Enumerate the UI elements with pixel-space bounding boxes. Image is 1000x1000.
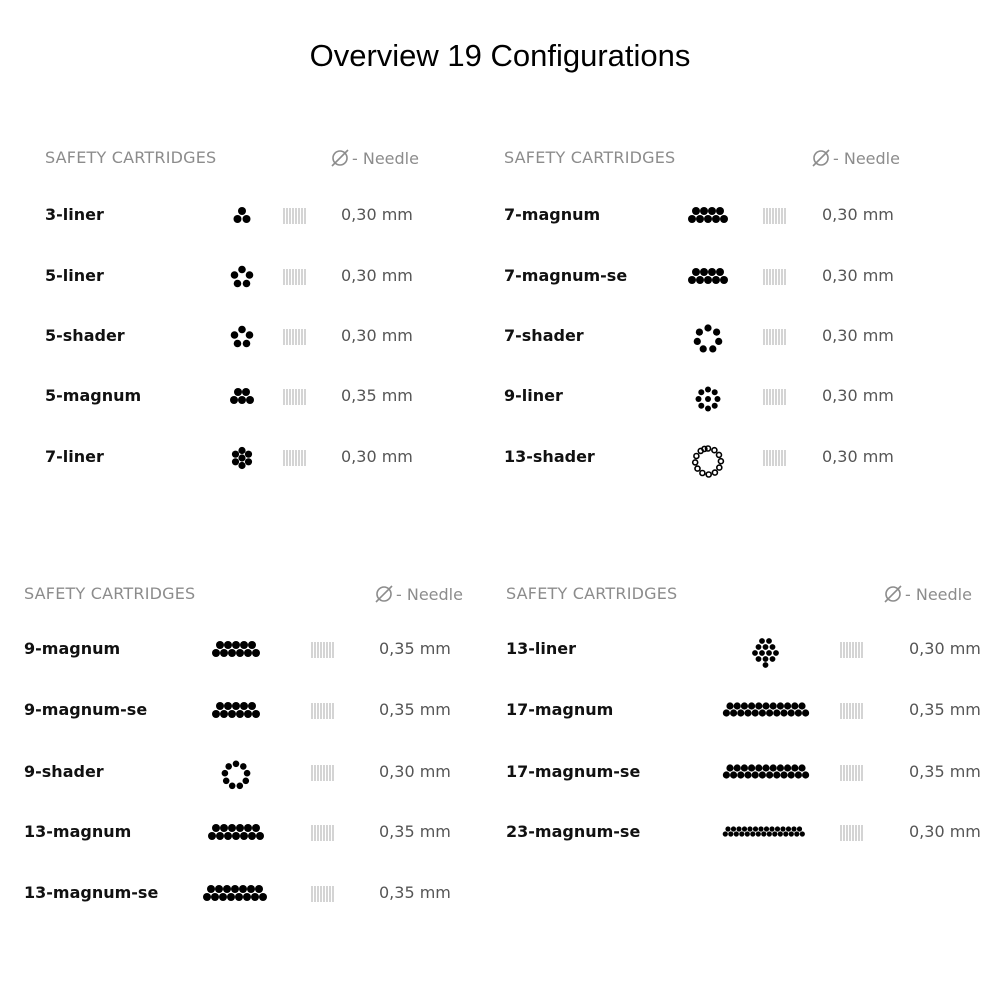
panel-bottom-right (506, 584, 986, 864)
needle-size: 0,30 mm (341, 326, 413, 345)
needle-bars-icon (763, 450, 791, 466)
needle-bars-icon (763, 329, 791, 345)
needle-label: - Needle (833, 149, 900, 168)
needle-bars-icon (840, 642, 868, 658)
7-magnum-se-icon (685, 264, 731, 290)
needle-bars-icon (311, 825, 339, 841)
section-label: SAFETY CARTRIDGES (24, 584, 196, 603)
config-name: 5-shader (45, 326, 125, 345)
panel-header (504, 148, 924, 172)
needle-size: 0,30 mm (909, 639, 981, 658)
diameter-icon (330, 148, 350, 168)
config-name: 13-shader (504, 447, 595, 466)
config-name: 7-magnum (504, 205, 601, 224)
needle-bars-icon (283, 450, 311, 466)
config-name: 7-magnum-se (504, 266, 628, 285)
config-name: 7-shader (504, 326, 584, 345)
needle-bars-icon (311, 642, 339, 658)
config-name: 13-liner (506, 639, 577, 658)
panel-top-left (45, 148, 445, 478)
needle-bars-icon (840, 703, 868, 719)
diameter-icon (811, 148, 831, 168)
section-label: SAFETY CARTRIDGES (504, 148, 676, 167)
needle-bars-icon (763, 269, 791, 285)
needle-bars-icon (311, 703, 339, 719)
needle-bars-icon (311, 765, 339, 781)
needle-size: 0,35 mm (341, 386, 413, 405)
5-shader-icon (222, 324, 262, 350)
needle-bars-icon (283, 389, 311, 405)
needle-size: 0,35 mm (909, 700, 981, 719)
config-name: 23-magnum-se (506, 822, 641, 841)
9-liner-icon (688, 384, 728, 414)
needle-bars-icon (840, 765, 868, 781)
needle-size: 0,30 mm (822, 205, 894, 224)
panel-header (45, 148, 445, 172)
needle-size: 0,35 mm (379, 700, 451, 719)
config-name: 7-liner (45, 447, 104, 466)
config-name: 9-liner (504, 386, 563, 405)
panel-top-right (504, 148, 924, 478)
7-liner-icon (222, 445, 262, 471)
needle-size: 0,30 mm (909, 822, 981, 841)
needle-size: 0,35 mm (379, 822, 451, 841)
needle-label: - Needle (396, 585, 463, 604)
config-name: 13-magnum-se (24, 883, 159, 902)
diameter-icon (883, 584, 903, 604)
needle-size: 0,30 mm (379, 762, 451, 781)
13-magnum-se-icon (199, 881, 273, 907)
page-title: Overview 19 Configurations (309, 38, 691, 73)
needle-size: 0,35 mm (379, 639, 451, 658)
needle-label: - Needle (352, 149, 419, 168)
needle-size: 0,35 mm (909, 762, 981, 781)
needle-bars-icon (283, 269, 311, 285)
5-magnum-icon (222, 384, 262, 410)
5-liner-icon (222, 264, 262, 290)
13-liner-icon (748, 637, 784, 669)
panel-bottom-left (24, 584, 474, 914)
needle-size: 0,35 mm (379, 883, 451, 902)
config-name: 17-magnum-se (506, 762, 641, 781)
needle-size: 0,30 mm (341, 205, 413, 224)
panel-header (24, 584, 474, 608)
needle-size: 0,30 mm (341, 447, 413, 466)
needle-label: - Needle (905, 585, 972, 604)
needle-size: 0,30 mm (822, 447, 894, 466)
section-label: SAFETY CARTRIDGES (506, 584, 678, 603)
7-magnum-icon (685, 203, 731, 229)
needle-bars-icon (283, 208, 311, 224)
17-magnum-se-icon (720, 760, 812, 786)
config-name: 9-shader (24, 762, 104, 781)
9-magnum-icon (209, 637, 263, 663)
needle-bars-icon (763, 389, 791, 405)
17-magnum-icon (720, 698, 812, 724)
needle-size: 0,30 mm (822, 266, 894, 285)
needle-bars-icon (311, 886, 339, 902)
needle-size: 0,30 mm (822, 326, 894, 345)
7-shader-icon (688, 324, 728, 354)
9-shader-icon (216, 760, 256, 794)
needle-size: 0,30 mm (341, 266, 413, 285)
config-name: 17-magnum (506, 700, 614, 719)
config-name: 13-magnum (24, 822, 132, 841)
panel-header (506, 584, 986, 608)
needle-bars-icon (840, 825, 868, 841)
diameter-icon (374, 584, 394, 604)
config-name: 9-magnum (24, 639, 121, 658)
13-shader-icon (688, 445, 728, 479)
config-name: 3-liner (45, 205, 104, 224)
9-magnum-se-icon (209, 698, 263, 724)
needle-bars-icon (283, 329, 311, 345)
config-name: 5-magnum (45, 386, 142, 405)
config-name: 5-liner (45, 266, 104, 285)
13-magnum-icon (204, 820, 268, 846)
section-label: SAFETY CARTRIDGES (45, 148, 217, 167)
config-name: 9-magnum-se (24, 700, 148, 719)
needle-bars-icon (763, 208, 791, 224)
23-magnum-se-icon (720, 820, 812, 846)
3-liner-icon (222, 203, 262, 229)
needle-size: 0,30 mm (822, 386, 894, 405)
